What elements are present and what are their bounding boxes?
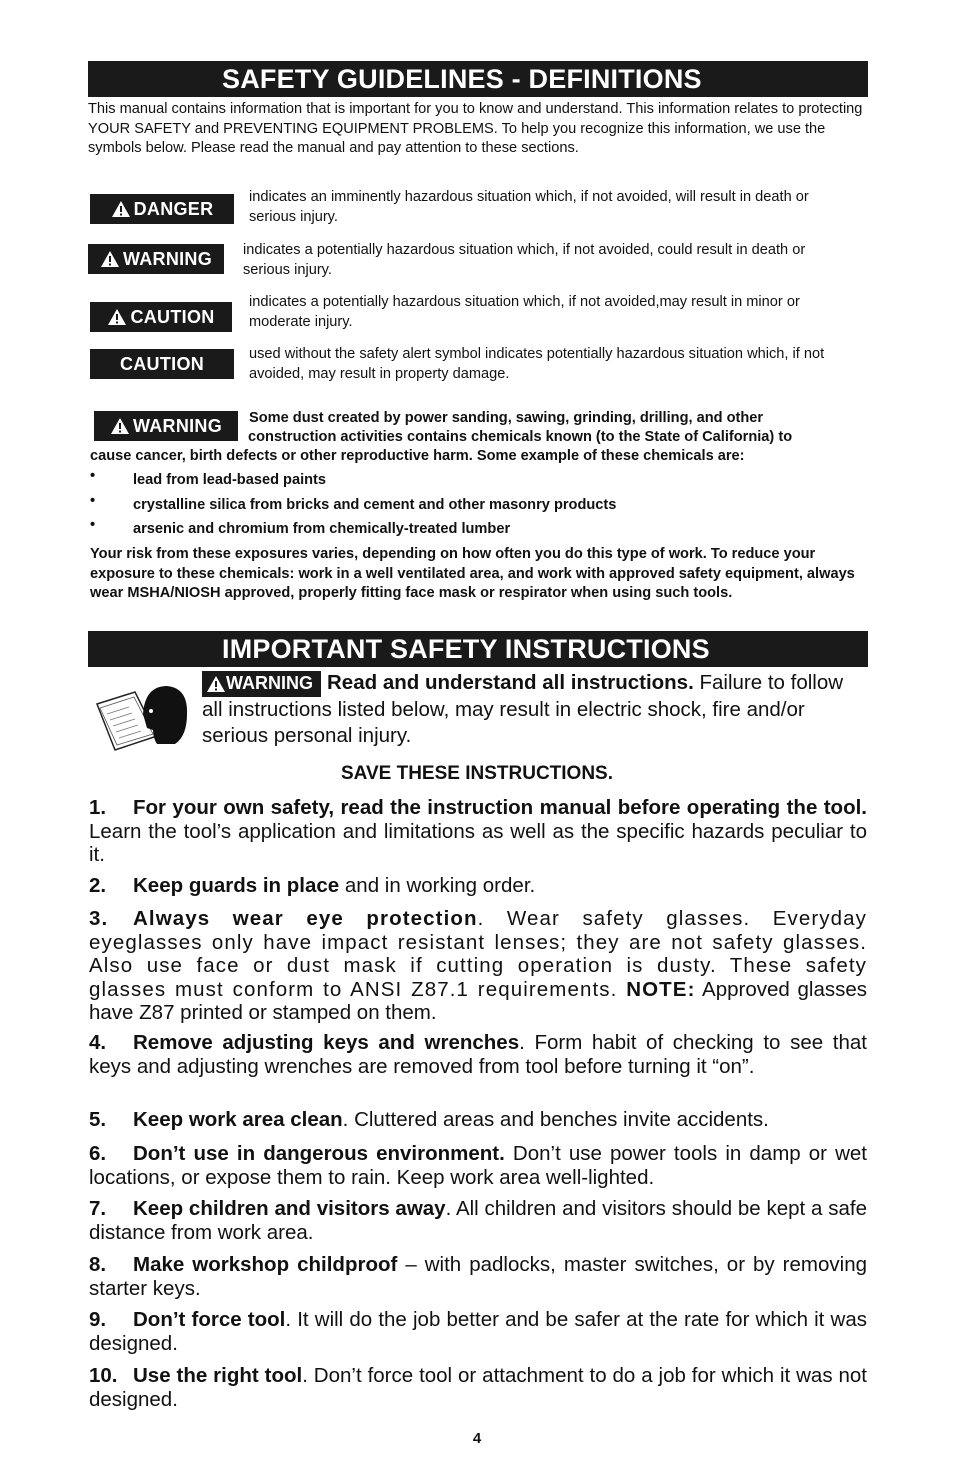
instruction-item-3: 3. Always wear eye protection. Wear safety glasses. Everyday eyeglasses only have impact resistant lenses; they are not safety glasses. Also use face or dust mask if cutting operation is dusty. These safety glasses must conform to ANSI Z87.1 requirements. NOTE: Approved glasses have Z87 printed or stamped on them. [89,907,867,1024]
instruction-item-1: 1. For your own safety, read the instruction manual before operating the tool. Learn the tool’s application and limitations as well as the specific hazards peculiar to it. [89,796,867,866]
bullet-marker: • [90,517,96,533]
read-instructions-rest: Failure to follow all instructions listed below, may result in electric shock, fire and/or serious personal injury. [202,671,844,747]
instruction-item-5: 5. Keep work area clean. Cluttered areas and benches invite accidents. [89,1108,769,1131]
bullet-marker: • [90,468,96,484]
read-manual-icon [95,684,190,759]
read-instructions-warning [202,670,862,748]
caution-no-symbol-definition: used without the safety alert symbol indicates potentially hazardous situation which, if not avoided, may result in property damage. [249,346,825,382]
bullet-marker: • [90,493,96,509]
instruction-item-6: 6. Don’t use in dangerous environment. Don’t use power tools in damp or wet locations, or expose them to rain. Keep work area well-lighted. [89,1142,867,1189]
save-instructions: SAVE THESE INSTRUCTIONS. [340,763,613,784]
danger-badge [90,194,234,224]
page-number: 4 [472,1430,482,1447]
bullet-lead: lead from lead-based paints [133,472,327,488]
caution-definition: indicates a potentially hazardous situation which, if not avoided,may result in minor or moderate injury. [249,294,800,330]
instruction-item-8: 8. Make workshop childproof – with padlocks, master switches, or by removing starter keys. [89,1253,867,1300]
intro-paragraph: This manual contains information that is important for you to know and understand. This information relates to protecting YOUR SAFETY and PREVENTING EQUIPMENT PROBLEMS. To help you recognize this information, we use the symbols below. Please read the manual and pay attention to these sections. [88,101,863,156]
dust-warning-line2: construction activities contains chemicals known (to the State of California) to [248,429,793,445]
warning-badge [88,244,224,274]
bullet-arsenic: arsenic and chromium from chemically-treated lumber [133,521,511,537]
instruction-item-2: 2. Keep guards in place and in working order. [89,874,536,897]
alert-triangle-icon [206,675,226,693]
caution-no-symbol-label: CAUTION [119,354,205,374]
inline-warning-label: WARNING [226,673,313,694]
warning-label: WARNING [122,249,213,269]
instruction-item-10: 10. Use the right tool. Don’t force tool or attachment to do a job for which it was not designed. [89,1364,867,1411]
dust-warning-label: WARNING [132,416,223,436]
warning-definition: indicates a potentially hazardous situation which, if not avoided, could result in death or serious injury. [243,242,806,278]
caution-no-symbol-badge [90,349,234,379]
dust-warning-line3: cause cancer, birth defects or other reproductive harm. Some example of these chemicals are: [90,448,745,464]
caution-label: CAUTION [130,307,215,327]
dust-warning-line1: Some dust created by power sanding, sawing, grinding, drilling, and other [249,410,764,426]
instruction-item-4: 4. Remove adjusting keys and wrenches. Form habit of checking to see that keys and adjusting wrenches are removed from tool before turning it “on”. [89,1031,867,1078]
read-instructions-bold: Read and understand all instructions. [327,671,694,694]
alert-triangle-icon [110,417,130,435]
bullet-silica: crystalline silica from bricks and cement and other masonry products [133,497,617,513]
inline-warning-badge [202,671,321,697]
dust-warning-badge [94,411,238,441]
risk-paragraph: Your risk from these exposures varies, depending on how often you do this type of work. To reduce your exposure to these chemicals: work in a well ventilated area, and work with approved safety equipment, always wear MSHA/NIOSH approved, properly fitting face mask or respirator when using such tools. [90,546,855,601]
danger-definition: indicates an imminently hazardous situation which, if not avoided, will result in death or serious injury. [249,189,809,225]
caution-badge [90,302,232,332]
alert-triangle-icon [111,200,131,218]
instruction-item-7: 7. Keep children and visitors away. All children and visitors should be kept a safe distance from work area. [89,1197,867,1244]
instruction-item-9: 9. Don’t force tool. It will do the job better and be safer at the rate for which it was designed. [89,1308,867,1355]
section-title-instructions: IMPORTANT SAFETY INSTRUCTIONS [88,631,868,667]
alert-triangle-icon [100,250,120,268]
section-title-definitions: SAFETY GUIDELINES - DEFINITIONS [88,61,868,97]
danger-label: DANGER [133,199,214,219]
alert-triangle-icon [107,308,127,326]
